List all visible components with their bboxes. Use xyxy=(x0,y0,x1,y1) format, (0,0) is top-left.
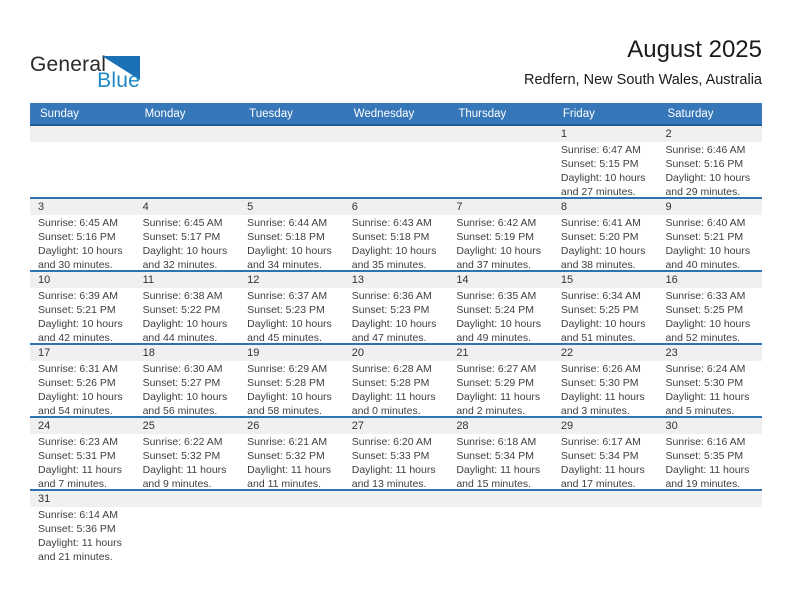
day-number-7: 7 xyxy=(456,201,463,213)
day-cell-30 xyxy=(657,434,762,491)
day-info-line: Sunset: 5:25 PM xyxy=(665,304,744,316)
day-info-line: and 37 minutes. xyxy=(456,259,532,271)
page-title: August 2025 xyxy=(627,36,762,63)
day-info-line: and 13 minutes. xyxy=(351,478,427,490)
day-info-line: Sunrise: 6:46 AM xyxy=(665,144,746,156)
day-info-line: Daylight: 11 hours xyxy=(142,464,227,476)
day-info-line: and 0 minutes. xyxy=(351,405,421,417)
day-number-empty xyxy=(657,491,762,507)
day-cell-8 xyxy=(553,215,658,272)
day-cell-empty xyxy=(344,142,449,199)
day-cell-13 xyxy=(344,288,449,345)
day-info-line: Daylight: 10 hours xyxy=(247,318,332,330)
calendar-weeks xyxy=(30,126,762,564)
day-info-line: Sunrise: 6:38 AM xyxy=(142,290,223,302)
day-info-line: and 30 minutes. xyxy=(38,259,113,271)
day-number-8: 8 xyxy=(560,201,568,213)
day-info-line: Sunrise: 6:22 AM xyxy=(142,436,223,448)
day-cell-empty xyxy=(448,507,553,564)
day-info-line: Sunset: 5:25 PM xyxy=(560,304,639,316)
day-info-line: and 42 minutes. xyxy=(38,332,113,344)
week-body xyxy=(30,215,762,272)
day-number-12: 12 xyxy=(247,274,260,286)
weekday-header-wednesday: Wednesday xyxy=(353,108,415,120)
day-info-line: and 27 minutes. xyxy=(560,186,636,198)
day-info-line: and 35 minutes. xyxy=(351,259,427,271)
day-number-2: 2 xyxy=(665,128,672,140)
day-info-line: Sunrise: 6:27 AM xyxy=(456,363,537,375)
day-number-empty xyxy=(30,126,135,142)
day-number-23: 23 xyxy=(665,347,678,359)
day-number-17: 17 xyxy=(38,347,51,359)
week-body xyxy=(30,434,762,491)
day-info-line: Daylight: 10 hours xyxy=(351,318,437,330)
day-info-line: Sunrise: 6:37 AM xyxy=(247,290,328,302)
day-info-line: and 29 minutes. xyxy=(665,186,741,198)
day-info-line: and 56 minutes. xyxy=(142,405,218,417)
weekday-header-friday: Friday xyxy=(562,108,595,120)
day-cell-empty xyxy=(135,507,240,564)
day-info-line: and 40 minutes. xyxy=(665,259,741,271)
day-number-band xyxy=(30,345,762,361)
day-info-line: Daylight: 10 hours xyxy=(142,318,228,330)
day-info-line: Sunset: 5:35 PM xyxy=(665,450,744,462)
day-info-line: Sunrise: 6:36 AM xyxy=(351,290,432,302)
day-info-line: Sunrise: 6:40 AM xyxy=(665,217,746,229)
day-info-line: Daylight: 10 hours xyxy=(665,172,751,184)
weekday-header-sunday: Sunday xyxy=(40,108,80,120)
day-cell-21 xyxy=(448,361,553,418)
day-info-line: Sunset: 5:18 PM xyxy=(351,231,430,243)
day-info-line: Daylight: 11 hours xyxy=(560,464,645,476)
day-info-line: Sunset: 5:21 PM xyxy=(665,231,744,243)
day-info-line: Sunset: 5:32 PM xyxy=(247,450,325,462)
week-row-4 xyxy=(30,345,762,418)
day-info-line: Sunrise: 6:28 AM xyxy=(351,363,432,375)
day-cell-31 xyxy=(30,507,135,564)
day-info-line: Sunrise: 6:47 AM xyxy=(560,144,641,156)
day-number-9: 9 xyxy=(665,201,672,213)
day-info-line: and 2 minutes. xyxy=(456,405,526,417)
day-number-10: 10 xyxy=(38,274,51,286)
day-info-line: Daylight: 10 hours xyxy=(247,245,332,257)
day-info-line: and 9 minutes. xyxy=(142,478,212,490)
logo-text-general: General xyxy=(30,53,107,76)
day-info-line: Sunset: 5:19 PM xyxy=(456,231,534,243)
day-info-line: and 44 minutes. xyxy=(142,332,218,344)
day-info-line: Daylight: 11 hours xyxy=(38,537,122,549)
day-cell-12 xyxy=(239,288,344,345)
day-info-line: Sunset: 5:28 PM xyxy=(351,377,430,389)
day-info-line: Daylight: 10 hours xyxy=(560,172,646,184)
day-cell-25 xyxy=(135,434,240,491)
day-info-line: Daylight: 11 hours xyxy=(665,391,750,403)
day-info-line: Sunrise: 6:39 AM xyxy=(38,290,118,302)
day-info-line: Daylight: 10 hours xyxy=(142,391,228,403)
day-info-line: Sunset: 5:31 PM xyxy=(38,450,116,462)
day-number-19: 19 xyxy=(247,347,260,359)
day-info-line: Sunrise: 6:21 AM xyxy=(247,436,328,448)
day-number-26: 26 xyxy=(247,420,260,432)
day-info-line: Daylight: 11 hours xyxy=(456,391,541,403)
day-info-line: Sunset: 5:21 PM xyxy=(38,304,116,316)
day-number-band xyxy=(30,272,762,288)
day-cell-22 xyxy=(553,361,658,418)
day-info-line: Sunrise: 6:30 AM xyxy=(142,363,223,375)
day-number-15: 15 xyxy=(560,274,574,286)
day-info-line: Daylight: 10 hours xyxy=(38,245,123,257)
day-number-18: 18 xyxy=(142,347,155,359)
week-row-2 xyxy=(30,199,762,272)
day-number-5: 5 xyxy=(247,201,254,213)
day-info-line: Sunset: 5:23 PM xyxy=(351,304,430,316)
day-info-line: Sunset: 5:27 PM xyxy=(142,377,221,389)
day-info-line: Sunrise: 6:41 AM xyxy=(560,217,641,229)
day-info-line: and 11 minutes. xyxy=(247,478,322,490)
day-info-line: and 52 minutes. xyxy=(665,332,741,344)
day-cell-29 xyxy=(553,434,658,491)
day-info-line: and 3 minutes. xyxy=(560,405,630,417)
day-info-line: and 21 minutes. xyxy=(38,551,113,563)
day-info-line: Sunrise: 6:18 AM xyxy=(456,436,537,448)
day-info-line: Sunset: 5:34 PM xyxy=(456,450,534,462)
day-info-line: Sunset: 5:15 PM xyxy=(560,158,639,170)
day-info-line: and 38 minutes. xyxy=(560,259,636,271)
day-info-line: Sunrise: 6:26 AM xyxy=(560,363,641,375)
day-info-line: Sunrise: 6:17 AM xyxy=(560,436,641,448)
day-cell-empty xyxy=(344,507,449,564)
day-number-empty xyxy=(448,126,553,142)
day-number-6: 6 xyxy=(351,201,358,213)
day-cell-6 xyxy=(344,215,449,272)
week-body xyxy=(30,142,762,199)
day-info-line: Daylight: 10 hours xyxy=(456,245,541,257)
day-number-band xyxy=(30,199,762,215)
day-info-line: Daylight: 10 hours xyxy=(38,318,123,330)
day-info-line: Sunrise: 6:29 AM xyxy=(247,363,328,375)
week-row-1 xyxy=(30,126,762,199)
day-info-line: Sunrise: 6:23 AM xyxy=(38,436,118,448)
day-info-line: Sunrise: 6:42 AM xyxy=(456,217,537,229)
day-info-line: Sunset: 5:20 PM xyxy=(560,231,639,243)
day-number-28: 28 xyxy=(456,420,469,432)
day-info-line: Daylight: 10 hours xyxy=(351,245,437,257)
day-info-line: Daylight: 10 hours xyxy=(142,245,228,257)
day-cell-2 xyxy=(657,142,762,199)
day-cell-5 xyxy=(239,215,344,272)
week-row-3 xyxy=(30,272,762,345)
weekday-header-row xyxy=(30,103,762,126)
weekday-header-tuesday: Tuesday xyxy=(249,108,293,120)
day-info-line: Sunset: 5:36 PM xyxy=(38,523,116,535)
day-info-line: Daylight: 10 hours xyxy=(560,318,646,330)
day-number-empty xyxy=(239,491,344,507)
general-blue-logo xyxy=(30,53,140,93)
day-info-line: Sunrise: 6:16 AM xyxy=(665,436,746,448)
day-cell-28 xyxy=(448,434,553,491)
day-number-band xyxy=(30,418,762,434)
day-cell-4 xyxy=(135,215,240,272)
day-cell-27 xyxy=(344,434,449,491)
day-cell-3 xyxy=(30,215,135,272)
day-info-line: Daylight: 10 hours xyxy=(38,391,123,403)
day-cell-empty xyxy=(239,507,344,564)
day-info-line: Sunrise: 6:33 AM xyxy=(665,290,746,302)
day-info-line: Daylight: 11 hours xyxy=(456,464,541,476)
day-info-line: Daylight: 11 hours xyxy=(247,464,332,476)
day-info-line: Sunset: 5:17 PM xyxy=(142,231,221,243)
weekday-header-thursday: Thursday xyxy=(458,108,507,120)
day-cell-empty xyxy=(30,142,135,199)
day-info-line: Sunrise: 6:45 AM xyxy=(38,217,118,229)
day-info-line: Sunset: 5:29 PM xyxy=(456,377,534,389)
day-number-11: 11 xyxy=(142,274,154,286)
day-info-line: Sunrise: 6:24 AM xyxy=(665,363,746,375)
day-number-empty xyxy=(239,126,344,142)
day-number-1: 1 xyxy=(560,128,568,140)
day-number-empty xyxy=(344,491,449,507)
day-number-empty xyxy=(135,126,240,142)
day-info-line: Sunset: 5:26 PM xyxy=(38,377,116,389)
day-info-line: and 49 minutes. xyxy=(456,332,532,344)
day-info-line: and 7 minutes. xyxy=(38,478,107,490)
day-number-4: 4 xyxy=(142,201,149,213)
day-info-line: and 15 minutes. xyxy=(456,478,532,490)
day-number-band xyxy=(30,491,762,507)
day-cell-empty xyxy=(553,507,658,564)
day-info-line: and 19 minutes. xyxy=(665,478,741,490)
title-block xyxy=(524,36,762,88)
day-info-line: and 54 minutes. xyxy=(38,405,113,417)
day-info-line: Sunrise: 6:35 AM xyxy=(456,290,537,302)
day-number-20: 20 xyxy=(351,347,364,359)
day-cell-24 xyxy=(30,434,135,491)
day-info-line: Daylight: 11 hours xyxy=(351,464,436,476)
week-body xyxy=(30,288,762,345)
calendar-table xyxy=(30,103,762,564)
day-info-line: Sunset: 5:34 PM xyxy=(560,450,639,462)
day-info-line: Daylight: 10 hours xyxy=(456,318,541,330)
day-info-line: and 34 minutes. xyxy=(247,259,322,271)
day-info-line: Sunset: 5:30 PM xyxy=(665,377,744,389)
day-cell-14 xyxy=(448,288,553,345)
day-number-16: 16 xyxy=(665,274,678,286)
day-cell-empty xyxy=(657,507,762,564)
day-number-22: 22 xyxy=(560,347,574,359)
day-info-line: Sunrise: 6:14 AM xyxy=(38,509,118,521)
day-number-empty xyxy=(448,491,553,507)
day-info-line: Sunset: 5:18 PM xyxy=(247,231,325,243)
week-row-6 xyxy=(30,491,762,564)
day-info-line: Sunset: 5:28 PM xyxy=(247,377,325,389)
day-info-line: Daylight: 11 hours xyxy=(665,464,750,476)
day-info-line: Daylight: 11 hours xyxy=(351,391,436,403)
day-number-24: 24 xyxy=(38,420,51,432)
day-info-line: Daylight: 11 hours xyxy=(560,391,645,403)
day-cell-15 xyxy=(553,288,658,345)
day-number-25: 25 xyxy=(142,420,155,432)
day-number-21: 21 xyxy=(456,347,469,359)
day-cell-empty xyxy=(239,142,344,199)
day-cell-26 xyxy=(239,434,344,491)
day-info-line: and 51 minutes. xyxy=(560,332,636,344)
day-number-empty xyxy=(344,126,449,142)
day-info-line: and 47 minutes. xyxy=(351,332,427,344)
day-number-3: 3 xyxy=(38,201,45,213)
day-cell-10 xyxy=(30,288,135,345)
day-cell-17 xyxy=(30,361,135,418)
day-info-line: Sunset: 5:33 PM xyxy=(351,450,430,462)
day-cell-7 xyxy=(448,215,553,272)
day-info-line: and 32 minutes. xyxy=(142,259,218,271)
day-info-line: Daylight: 10 hours xyxy=(665,318,751,330)
day-info-line: Sunrise: 6:34 AM xyxy=(560,290,641,302)
day-info-line: Sunset: 5:32 PM xyxy=(142,450,221,462)
day-number-31: 31 xyxy=(38,493,51,505)
day-number-30: 30 xyxy=(665,420,678,432)
day-info-line: and 58 minutes. xyxy=(247,405,322,417)
day-info-line: Sunrise: 6:45 AM xyxy=(142,217,223,229)
day-info-line: Sunset: 5:30 PM xyxy=(560,377,639,389)
day-cell-1 xyxy=(553,142,658,199)
day-cell-9 xyxy=(657,215,762,272)
day-cell-empty xyxy=(135,142,240,199)
day-info-line: Daylight: 10 hours xyxy=(247,391,332,403)
day-number-empty xyxy=(135,491,240,507)
day-info-line: Sunset: 5:22 PM xyxy=(142,304,221,316)
day-number-13: 13 xyxy=(351,274,364,286)
weekday-header-monday: Monday xyxy=(144,108,186,120)
day-cell-18 xyxy=(135,361,240,418)
day-info-line: and 45 minutes. xyxy=(247,332,322,344)
day-info-line: and 5 minutes. xyxy=(665,405,735,417)
week-body xyxy=(30,507,762,564)
day-info-line: Sunset: 5:16 PM xyxy=(38,231,116,243)
day-number-29: 29 xyxy=(560,420,574,432)
day-info-line: Daylight: 10 hours xyxy=(560,245,646,257)
day-number-empty xyxy=(553,491,658,507)
day-info-line: and 17 minutes. xyxy=(560,478,636,490)
day-cell-23 xyxy=(657,361,762,418)
weekday-header-saturday: Saturday xyxy=(667,108,714,120)
day-info-line: Sunset: 5:24 PM xyxy=(456,304,534,316)
day-info-line: Sunset: 5:16 PM xyxy=(665,158,744,170)
day-info-line: Daylight: 11 hours xyxy=(38,464,122,476)
logo-text-blue: Blue xyxy=(97,69,140,92)
day-cell-16 xyxy=(657,288,762,345)
day-cell-20 xyxy=(344,361,449,418)
week-row-5 xyxy=(30,418,762,491)
day-info-line: Sunrise: 6:31 AM xyxy=(38,363,118,375)
day-number-27: 27 xyxy=(351,420,364,432)
day-info-line: Sunrise: 6:44 AM xyxy=(247,217,328,229)
location-subtitle: Redfern, New South Wales, Australia xyxy=(523,72,762,88)
day-cell-19 xyxy=(239,361,344,418)
day-info-line: Sunset: 5:23 PM xyxy=(247,304,325,316)
day-info-line: Sunrise: 6:43 AM xyxy=(351,217,432,229)
week-body xyxy=(30,361,762,418)
day-cell-11 xyxy=(135,288,240,345)
day-info-line: Daylight: 10 hours xyxy=(665,245,751,257)
day-info-line: Sunrise: 6:20 AM xyxy=(351,436,432,448)
day-number-14: 14 xyxy=(456,274,469,286)
day-cell-empty xyxy=(448,142,553,199)
day-number-band xyxy=(30,126,762,142)
